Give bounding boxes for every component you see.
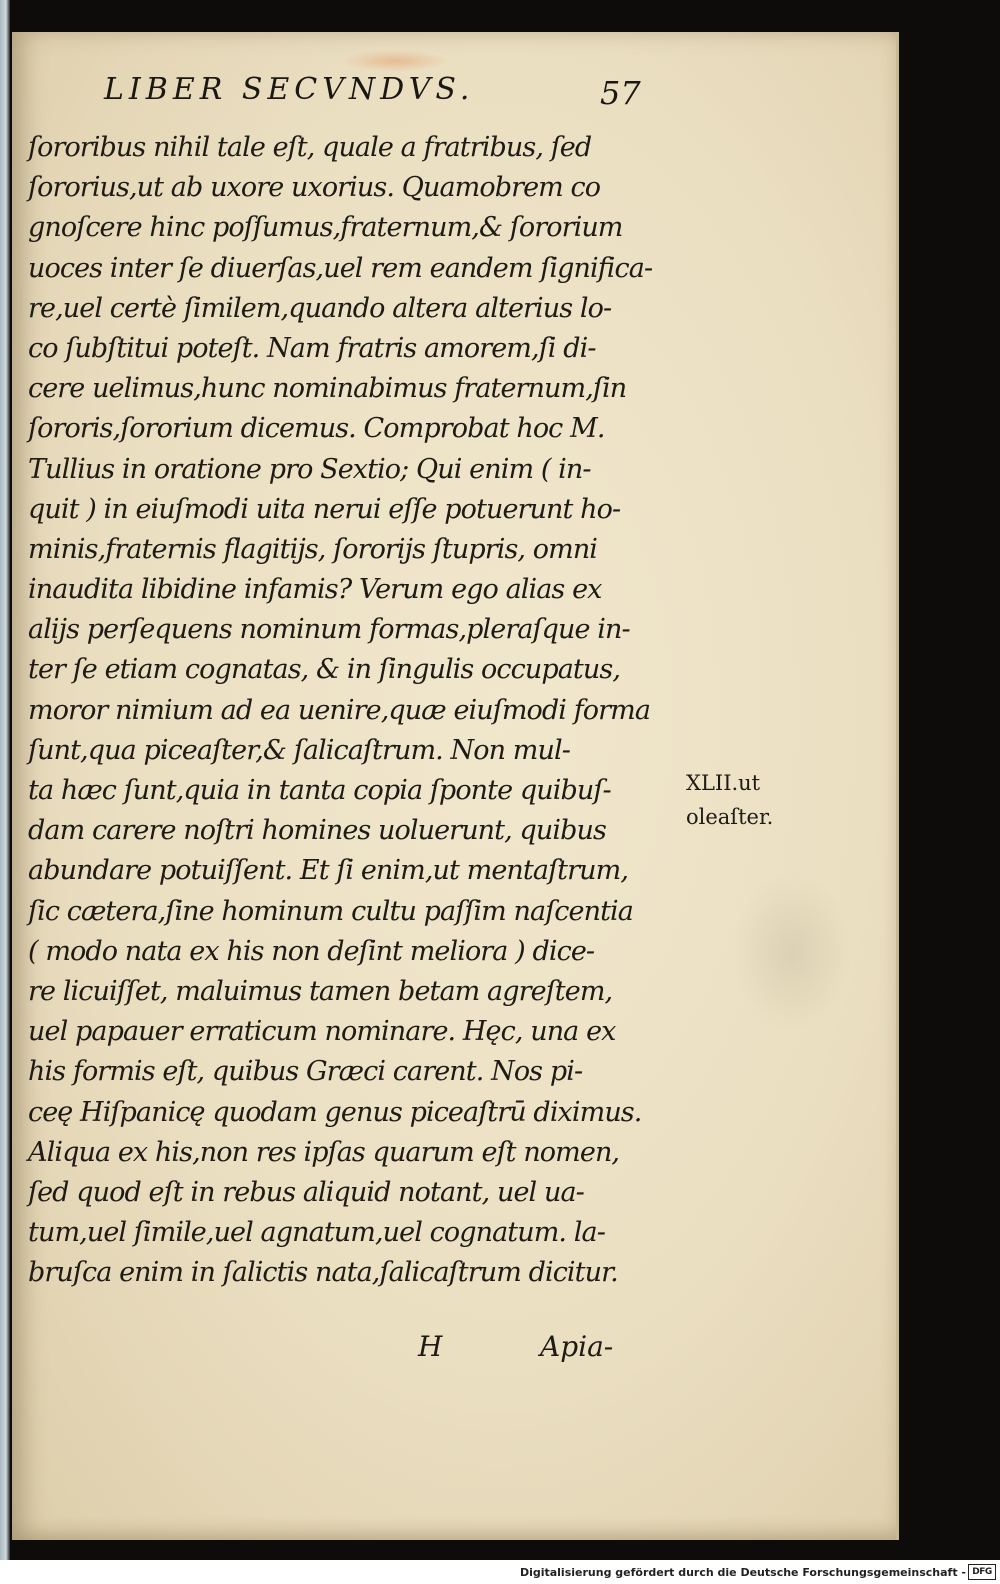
marginal-note-line: oleaſter. (686, 805, 774, 829)
text-line: his formis eſt, quibus Græci carent. Nos pi- (28, 1056, 583, 1088)
text-line: ſed quod eſt in rebus aliquid notant, uel ua- (28, 1176, 584, 1208)
marginal-note-line: XLII.ut (686, 771, 761, 795)
text-line: bruſca enim in ſalictis nata,ſalicaſtrum dicitur. (28, 1257, 618, 1289)
ink-bleed-through (732, 872, 852, 1032)
text-line: Tullius in oratione pro Sextio; Qui enim ( in- (28, 453, 591, 485)
text-line: alijs perſequens nominum formas,pleraſque in- (28, 614, 630, 646)
catchword: Apia- (540, 1330, 614, 1363)
book-binding-edge (0, 0, 10, 1560)
funding-credit: Digitalisierung gefördert durch die Deutsche Forschungsgemeinschaft - (519, 1566, 966, 1579)
text-line: ſororis,ſororium dicemus. Comprobat hoc M. (28, 413, 605, 445)
text-line: ſunt,qua piceaſter,& ſalicaſtrum. Non mul- (28, 734, 570, 766)
text-line: re,uel certè ſimilem,quando altera alterius lo- (28, 292, 612, 324)
page-number: 57 (600, 74, 641, 112)
page-stain (340, 50, 450, 72)
text-line: ſororibus nihil tale eſt, quale a fratribus, ſed (28, 132, 592, 163)
text-line: ( modo nata ex his non deſint meliora ) dice- (28, 935, 595, 967)
text-line: minis,fraternis flagitijs, ſororijs ſtupris, omni (28, 533, 598, 565)
text-line: quit ) in eiuſmodi uita nerui eſſe potuerunt ho- (28, 493, 621, 525)
text-line: ter ſe etiam cognatas, & in ſingulis occupatus, (28, 654, 621, 686)
text-line: co ſubſtitui poteſt. Nam fratris amorem,ſi di- (28, 332, 596, 364)
body-text (28, 128, 688, 1293)
text-line: Aliqua ex his,non res ipſas quarum eſt nomen, (28, 1136, 620, 1168)
text-line: dam carere noſtri homines uoluerunt, quibus (28, 815, 606, 847)
text-line: uel papauer erraticum nominare. Hęc, una ex (28, 1016, 616, 1048)
text-line: tum,uel ſimile,uel agnatum,uel cognatum. la- (28, 1217, 605, 1249)
text-line: uoces inter ſe diuerſas,uel rem eandem ſignifica- (28, 252, 653, 284)
text-line: ſic cætera,ſine hominum cultu paſſim naſcentia (28, 895, 633, 927)
text-line: ſororius,ut ab uxore uxorius. Quamobrem co (28, 172, 601, 204)
text-line: re licuiſſet, maluimus tamen betam agreſtem, (28, 975, 613, 1007)
dfg-logo-icon: DFG (968, 1564, 996, 1580)
text-line: gnoſcere hinc poſſumus,fraternum,& ſororium (28, 212, 623, 244)
text-line: ceę Hiſpanicę quodam genus piceaſtrū diximus. (28, 1096, 642, 1128)
signature-mark: H (418, 1330, 443, 1363)
text-line: cere uelimus,hunc nominabimus fraternum,ſin (28, 373, 627, 405)
running-head: LIBER SECVNDVS. (104, 72, 475, 107)
text-line: abundare potuiſſent. Et ſi enim,ut mentaſtrum, (28, 855, 628, 887)
marginal-note (686, 766, 826, 834)
text-line: ta hæc ſunt,quia in tanta copia ſponte quibuſ- (28, 775, 611, 806)
text-line: inaudita libidine infamis? Verum ego alias ex (28, 574, 602, 606)
text-line: moror nimium ad ea uenire,quæ eiuſmodi forma (28, 694, 651, 726)
